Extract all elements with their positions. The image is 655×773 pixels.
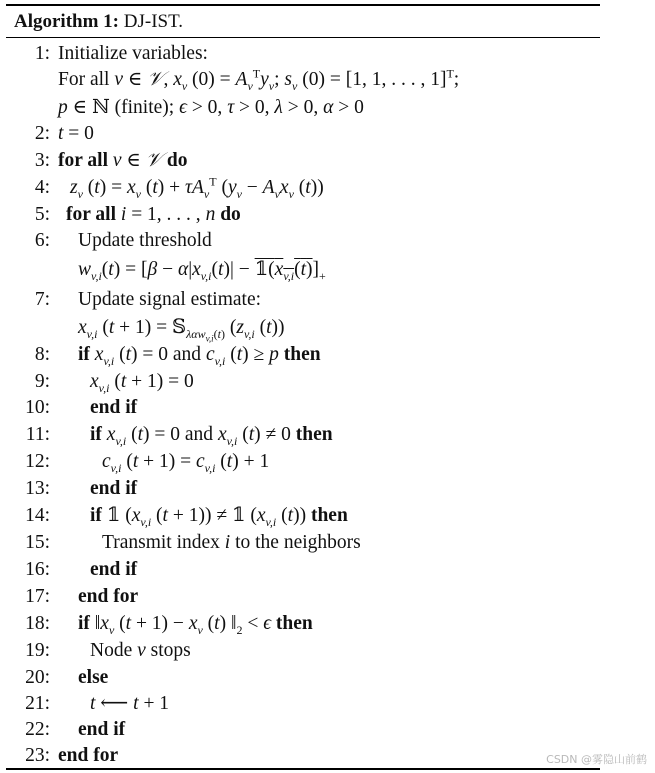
algorithm-box — [6, 4, 600, 770]
line-number: 16: — [25, 559, 50, 580]
top-rule — [6, 4, 600, 6]
line-keyword: else — [78, 667, 109, 688]
line-formula: if 𝟙 ($x_{v,i}$ (t + 1)) ≠ 𝟙 ($x_{v,i}$ (t)) then — [90, 505, 348, 529]
line-formula: t = 0 — [58, 123, 94, 144]
line-number: 21: — [25, 693, 50, 714]
line-formula: for all i = 1, . . . , n do — [66, 204, 241, 225]
caption-rule — [6, 37, 600, 38]
line-number: 1: — [34, 43, 50, 64]
line-number: 20: — [25, 667, 50, 688]
line-text: Node v stops — [90, 640, 191, 661]
line-text: Update signal estimate: — [78, 289, 262, 310]
line-formula: $z_v$ $(t) = x_v$ $(t) + \tau A_v^T$ ($y_v - A_vx_v$ (t)) — [70, 174, 324, 201]
line-formula: if $‖x_v$ $(t + 1) - x_v$ (t) $‖_2 < \epsilon$ then — [78, 613, 313, 637]
line-number: 3: — [34, 150, 50, 171]
line-keyword: end if — [78, 719, 126, 740]
line-number: 5: — [34, 204, 50, 225]
line-number: 7: — [34, 289, 50, 310]
line-number: 18: — [25, 613, 50, 634]
init-formula-a: For all v ∈ 𝒱, $x_v$ $(0) = A_v^Ty_v$; $s_v$ (0) = [1, 1, . . . , 1]$^T$; — [58, 66, 460, 93]
line-text: Update threshold — [78, 230, 212, 251]
bottom-rule — [6, 768, 600, 770]
line-number: 22: — [25, 719, 50, 740]
line-number: 12: — [25, 451, 50, 472]
line-keyword: end for — [58, 745, 119, 766]
line-number: 19: — [25, 640, 50, 661]
line-text: Initialize variables: — [58, 43, 208, 64]
line-number: 14: — [25, 505, 50, 526]
caption-label: Algorithm 1: — [14, 11, 120, 32]
line-number: 4: — [34, 177, 50, 198]
line-number: 13: — [25, 478, 50, 499]
line-formula: if $x_{v,i}$ (t) = 0 and $c_{v,i}$ (t) ≥ p then — [78, 344, 321, 368]
watermark: CSDN @雾隐山前鹤 — [546, 753, 647, 766]
line-keyword: end if — [90, 397, 138, 418]
estimate-formula: $x_{v,i}$ (t + 1) = 𝕊$_{\lambda\alpha w_{v,i}(t)}$ ($z_{v,i}$ (t)) — [78, 315, 285, 344]
algorithm-caption — [14, 10, 183, 34]
line-formula: if $x_{v,i}$ (t) = 0 and $x_{v,i}$ (t) ≠ 0 then — [90, 424, 333, 448]
line-formula: t ⟵ t + 1 — [90, 693, 170, 714]
line-number: 9: — [34, 371, 50, 392]
line-formula: for all v ∈ 𝒱 do — [58, 150, 188, 171]
line-formula: $x_{v,i}$ (t + 1) = 0 — [90, 371, 194, 395]
line-number: 15: — [25, 532, 50, 553]
line-number: 17: — [25, 586, 50, 607]
init-formula-b: p ∈ ℕ (finite); ϵ > 0, τ > 0, λ > 0, α > 0 — [58, 95, 364, 118]
line-number: 2: — [34, 123, 50, 144]
line-number: 8: — [34, 344, 50, 365]
line-number: 6: — [34, 230, 50, 251]
line-keyword: end if — [90, 478, 138, 499]
line-number: 23: — [25, 745, 50, 766]
caption-name: DJ-IST. — [123, 11, 184, 32]
line-formula: $c_{v,i}$ $(t + 1) = c_{v,i}$ (t) + 1 — [102, 451, 270, 475]
threshold-formula: $w_{v,i}(t) = [\beta - \alpha|x_{v,i}(t)|$ − $𝟙(x_{v,i}(t)]_+$ — [78, 259, 326, 283]
line-keyword: end if — [90, 559, 138, 580]
line-number: 10: — [25, 397, 50, 418]
line-text: Transmit index i to the neighbors — [102, 532, 361, 553]
line-keyword: end for — [78, 586, 139, 607]
line-number: 11: — [25, 424, 50, 445]
